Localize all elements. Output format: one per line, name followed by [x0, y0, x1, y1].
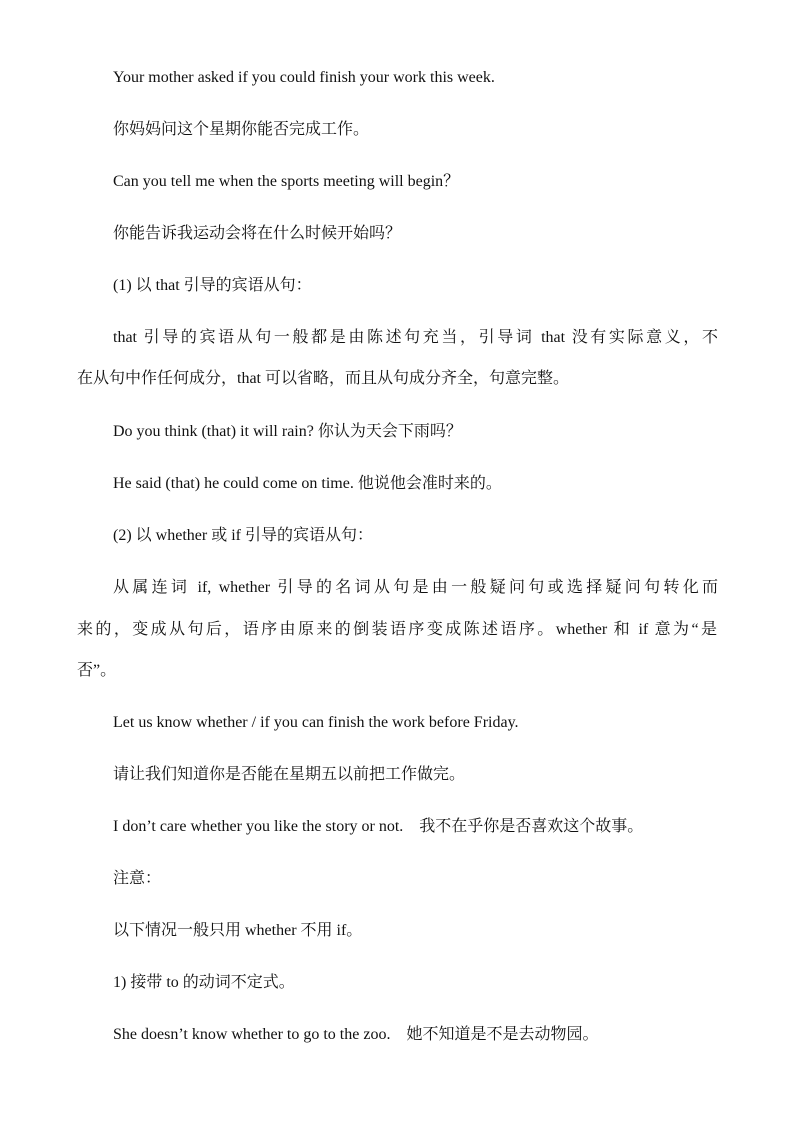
text-line-15: 请让我们知道你是否能在星期五以前把工作做完。 [113, 766, 466, 783]
list-item-1: 1) 接带 to 的动词不定式。 [113, 974, 295, 991]
text-line-18: 以下情况一般只用 whether 不用 if。 [113, 922, 363, 939]
text-line-13: 否”。 [77, 662, 117, 679]
text-line-9: He said (that) he could come on time. 他说他会准时来的。 [113, 475, 502, 492]
text-line-6: that 引导的宾语从句一般都是由陈述句充当，引导词 that 没有实际意义，不 [113, 329, 718, 346]
text-line-14: Let us know whether / if you can finish the work before Friday. [113, 714, 519, 731]
text-line-1: Your mother asked if you could finish your work this week. [113, 69, 495, 86]
text-line-20: She doesn’t know whether to go to the zoo. 她不知道是不是去动物园。 [113, 1026, 599, 1043]
text-line-2: 你妈妈问这个星期你能否完成工作。 [113, 121, 370, 138]
text-line-8: Do you think (that) it will rain? 你认为天会下雨吗？ [113, 423, 462, 440]
text-line-12: 来的，变成从句后，语序由原来的倒装语序变成陈述语序。whether 和 if 意为“是 [77, 621, 717, 638]
text-line-3: Can you tell me when the sports meeting will begin？ [113, 173, 460, 190]
heading-whether-if-clause: (2) 以 whether 或 if 引导的宾语从句： [113, 527, 373, 544]
text-line-11: 从属连词 if, whether 引导的名词从句是由一般疑问句或选择疑问句转化而 [113, 579, 718, 596]
text-line-4: 你能告诉我运动会将在什么时候开始吗？ [113, 225, 402, 242]
text-line-7: 在从句中作任何成分，that 可以省略，而且从句成分齐全，句意完整。 [77, 370, 569, 387]
text-line-16: I don’t care whether you like the story or not. 我不在乎你是否喜欢这个故事。 [113, 818, 644, 835]
heading-that-clause: (1) 以 that 引导的宾语从句： [113, 277, 312, 294]
note-heading: 注意： [113, 870, 162, 887]
